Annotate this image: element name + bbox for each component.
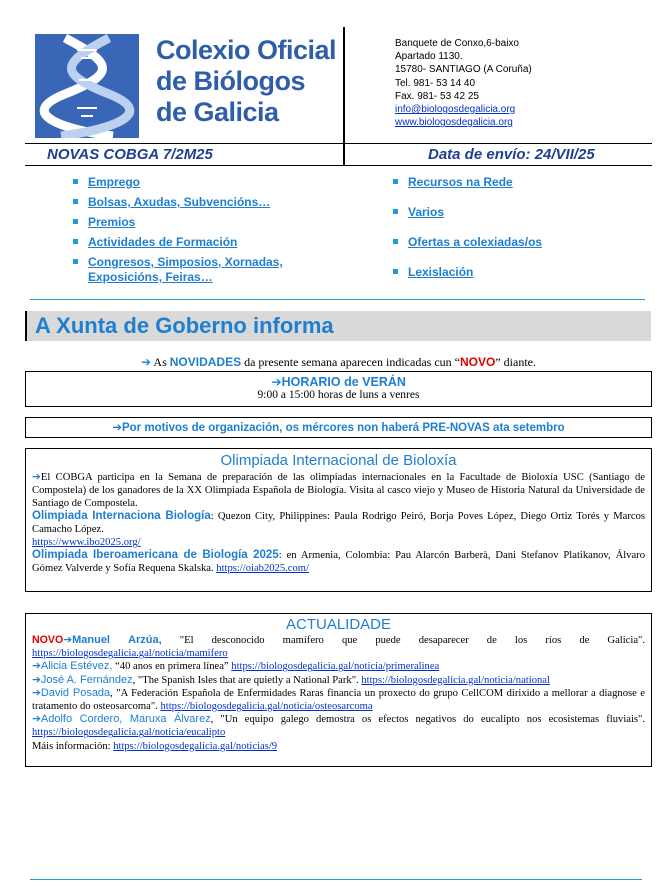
section-header	[25, 311, 651, 341]
ibero-link[interactable]: https://oiab2025.com/	[216, 563, 309, 574]
actualidade-box	[25, 613, 652, 767]
nav-link[interactable]: Premios	[88, 215, 136, 229]
letterhead	[25, 27, 652, 144]
issue-divider	[343, 143, 345, 165]
news-text: , "The Spanish Isles that are quietly a National Park".	[132, 674, 362, 686]
nav-item-premios	[73, 215, 318, 230]
summer-hours-box	[25, 371, 652, 407]
news-text: “40 anos en primera línea”	[112, 661, 232, 673]
nav-item-lexislacion	[393, 265, 542, 280]
summer-title-text: HORARIO de VERÁN	[281, 375, 406, 389]
section-title: A Xunta de Goberno informa	[35, 313, 334, 338]
actualidade-title: ACTUALIDADE	[285, 616, 392, 633]
news-item	[32, 634, 645, 660]
intl-text: : Quezon City, Philippines: Paula Rodrigo Peiró, Borja Poves López, Diego Ortiz Torés y Marcos Camacho López.	[32, 511, 645, 535]
news-link[interactable]: https://biologosdegalicia.gal/noticia/national	[361, 674, 550, 686]
email-link[interactable]: info@biologosdegalicia.org	[395, 104, 516, 116]
arrow-icon: ➔	[112, 420, 122, 434]
olimpiada-intro-text: El COBGA participa en la Semana de preparación de las olimpiadas internacionales en la Facultade de Bioloxía USC (Santiago de Compostela) de los ganadores de la XX Olimpiada Española de Biología. Visita al casco viejo y Museo de Historia Natural da Universidade de Santiago de Compostela.	[32, 472, 645, 509]
news-link[interactable]: https://biologosdegalicia.gal/noticia/osteosarcoma	[160, 701, 373, 713]
nav-link[interactable]: Varios	[408, 205, 445, 219]
arrow-icon: ➔	[141, 355, 152, 369]
arrow-icon: ➔	[32, 673, 41, 686]
nav-item-congresos	[73, 255, 318, 285]
nav-link[interactable]: Congresos, Simposios, Xornadas, Exposicións, Feiras…	[88, 255, 283, 284]
summer-text: 9:00 a 15:00 horas de luns a venres	[257, 389, 420, 401]
nav-link[interactable]: Bolsas, Axudas, Subvencións…	[88, 195, 271, 209]
ibero-text: : en Armenia, Colombia: Pau Alarcón Barberà, Dani Stefanov Platikanov, Álvaro Gómez Valverde y Sofía Requena Skalska.	[32, 550, 645, 574]
nav-item-emprego	[73, 175, 318, 190]
nav-divider	[30, 299, 645, 300]
footer-divider	[30, 879, 642, 880]
more-link[interactable]: https://biologosdegalicia.gal/noticias/9	[113, 740, 278, 752]
olimpiada-title: Olimpiada Internacional de Bioloxía	[220, 452, 457, 469]
nav-left	[73, 175, 318, 290]
pre-novas-text	[112, 422, 564, 434]
nav-link[interactable]: Ofertas a colexiadas/os	[408, 235, 543, 249]
dna-logo-icon	[35, 34, 139, 138]
news-text: , "A Federación Española de Enfermidades Raras financia un proxecto do grupo CellCOM dirixido a mellorar a diagnose e tratamento do osteosarcoma".	[32, 687, 645, 713]
novo-label: NOVO	[459, 355, 496, 369]
nav-item-recursos	[393, 175, 542, 190]
news-item	[32, 660, 645, 673]
arrow-icon: ➔	[32, 713, 41, 726]
org-name-line: de Biólogos	[156, 66, 305, 96]
summer-title	[26, 374, 651, 389]
nav-link[interactable]: Recursos na Rede	[408, 175, 513, 189]
more-info	[32, 740, 645, 753]
nav-item-varios	[393, 205, 542, 220]
news-item	[32, 674, 645, 687]
arrow-icon: ➔	[32, 686, 41, 699]
novidades-label: NOVIDADES	[169, 355, 242, 369]
phone: Tel. 981- 53 14 40	[395, 77, 476, 89]
web-link[interactable]: www.biologosdegalicia.org	[395, 117, 513, 129]
news-link[interactable]: https://biologosdegalicia.gal/noticia/eucalipto	[32, 727, 226, 739]
pre-novas-box	[25, 417, 652, 438]
address-line: 15780- SANTIAGO (A Coruña)	[395, 64, 532, 76]
news-link[interactable]: https://biologosdegalicia.gal/noticia/mamifero	[32, 648, 228, 660]
news-text: "El desconocido mamífero que puede desaparecer de los ríos de Galicia".	[161, 635, 645, 646]
olimpiada-intro	[32, 471, 645, 510]
nav-link[interactable]: Lexislación	[408, 265, 474, 279]
intl-label: Olimpiada Internaciona Biología	[32, 510, 211, 522]
nav-item-formacion	[73, 235, 318, 250]
novo-badge: NOVO	[32, 634, 64, 646]
news-author: Alicia Estévez,	[40, 660, 113, 673]
news-item	[32, 713, 645, 739]
pre-novas-label: Por motivos de organización, os mércores non haberá PRE-NOVAS ata setembro	[121, 422, 565, 434]
org-name	[156, 35, 336, 128]
news-link[interactable]: https://biologosdegalicia.gal/noticia/primeralinea	[231, 661, 440, 673]
arrow-icon: ➔	[63, 634, 73, 646]
olimpiada-intl	[32, 510, 645, 549]
news-note	[25, 355, 652, 370]
contact-block	[395, 37, 532, 129]
fax: Fax. 981- 53 42 25	[395, 90, 479, 102]
note-post: ” diante.	[495, 355, 536, 369]
news-author: José A. Fernández	[40, 673, 133, 686]
news-author: David Posada	[40, 686, 111, 699]
news-author: Manuel Arzúa,	[72, 634, 162, 646]
news-author: Adolfo Cordero, Maruxa Álvarez	[40, 713, 211, 726]
arrow-icon: ➔	[32, 660, 41, 673]
note-mid: da presente semana aparecen indicadas cun “	[241, 355, 460, 369]
nav-link[interactable]: Emprego	[88, 175, 141, 189]
news-text: , "Un equipo galego demostra os efectos negativos do eucalipto nos ecosistemas fluviais".	[210, 714, 645, 726]
issue-bar	[25, 143, 652, 166]
address-line: Apartado 1130.	[395, 51, 463, 63]
arrow-icon: ➔	[32, 471, 41, 483]
olimpiada-ibero	[32, 549, 645, 575]
news-item	[32, 687, 645, 713]
note-pre: As	[153, 355, 170, 369]
sent-date: Data de envío: 24/VII/25	[428, 146, 595, 163]
intl-link[interactable]: https://www.ibo2025.org/	[32, 537, 141, 548]
nav-right	[393, 175, 542, 295]
nav-link[interactable]: Actividades de Formación	[88, 235, 238, 249]
nav-item-bolsas	[73, 195, 318, 210]
org-name-line: Colexio Oficial	[156, 35, 337, 65]
olimpiada-box	[25, 448, 652, 592]
arrow-icon: ➔	[271, 374, 282, 389]
nav-item-ofertas	[393, 235, 542, 250]
more-label: Máis información:	[32, 740, 114, 752]
ibero-label: Olimpiada Iberoamericana de Biología 2025	[32, 549, 279, 561]
header-divider	[343, 27, 345, 143]
address-line: Banquete de Conxo,6-baixo	[395, 38, 519, 49]
issue-number: NOVAS COBGA 7/2M25	[47, 146, 213, 163]
org-name-line: de Galicia	[156, 97, 279, 127]
